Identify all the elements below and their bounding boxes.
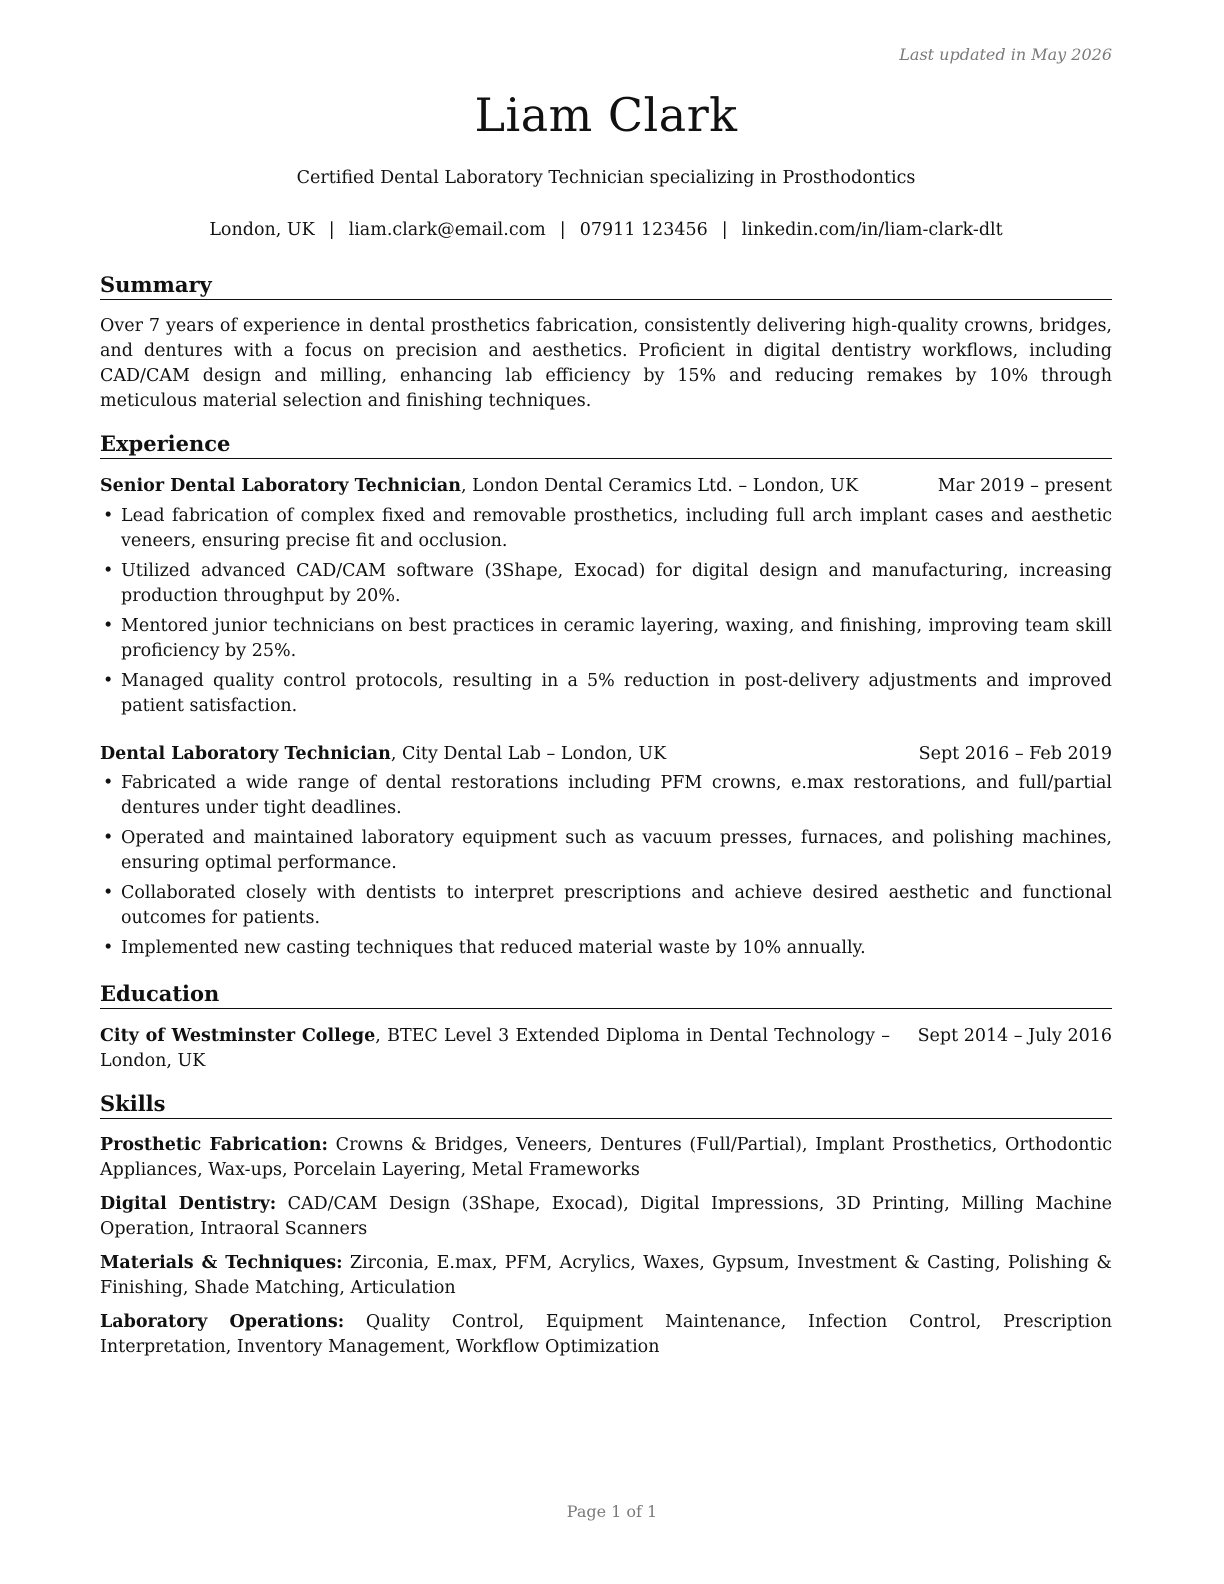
skill-row <box>100 1310 1112 1360</box>
contact-line <box>100 220 1112 240</box>
job-title: Dental Laboratory Technician <box>100 744 391 764</box>
section-title-summary: Summary <box>100 272 1112 300</box>
skill-row <box>100 1251 1112 1301</box>
job-bullets <box>100 771 1112 966</box>
last-updated-note: Last updated in May 2026 <box>899 45 1112 64</box>
list-item <box>100 771 1112 821</box>
contact-linkedin[interactable]: linkedin.com/in/liam-clark-dlt <box>741 220 1003 240</box>
job-dates: Mar 2019 – present <box>937 476 1112 496</box>
section-title-skills: Skills <box>100 1091 1112 1119</box>
candidate-name: Liam Clark <box>474 88 738 142</box>
skill-label: Prosthetic Fabrication: <box>100 1135 328 1155</box>
school-name: City of Westminster College <box>100 1026 376 1046</box>
skill-label: Materials & Techniques: <box>100 1253 343 1273</box>
list-item <box>100 826 1112 876</box>
education-entry <box>100 1024 1112 1074</box>
education-detail: , BTEC Level 3 Extended Diploma in Dental Technology – London, UK <box>100 1026 890 1071</box>
job-dates: Sept 2016 – Feb 2019 <box>918 744 1112 764</box>
skill-value: CAD/CAM Design (3Shape, Exocad), Digital Impressions, 3D Printing, Milling Machine Operation, Intraoral Scanners <box>100 1194 1112 1239</box>
list-item <box>100 936 1112 961</box>
skill-row <box>100 1133 1112 1183</box>
contact-separator: | <box>559 220 566 240</box>
bullet-text: Fabricated a wide range of dental restorations including PFM crowns, e.max restorations, and full/partial dentures under tight deadlines. <box>121 773 1112 818</box>
bullet-icon: • <box>103 561 114 581</box>
section-title-education: Education <box>100 981 1112 1009</box>
education-dates: Sept 2014 – July 2016 <box>917 1026 1112 1046</box>
bullet-icon: • <box>103 883 114 903</box>
bullet-text: Lead fabrication of complex fixed and removable prosthetics, including full arch implant cases and aesthetic veneers, ensuring precise fit and occlusion. <box>121 506 1112 551</box>
list-item <box>100 559 1112 609</box>
contact-separator: | <box>721 220 728 240</box>
contact-location: London, UK <box>209 220 315 240</box>
job-employer: , City Dental Lab – London, UK <box>390 744 667 764</box>
bullet-icon: • <box>103 828 114 848</box>
contact-phone[interactable]: 07911 123456 <box>579 220 708 240</box>
contact-email[interactable]: liam.clark@email.com <box>348 220 546 240</box>
list-item <box>100 614 1112 664</box>
job-header <box>100 474 1112 499</box>
bullet-icon: • <box>103 616 114 636</box>
education-text <box>100 1024 890 1074</box>
bullet-text: Operated and maintained laboratory equipment such as vacuum presses, furnaces, and polishing machines, ensuring optimal performance. <box>121 828 1112 873</box>
list-item <box>100 881 1112 931</box>
bullet-icon: • <box>103 671 114 691</box>
skill-row <box>100 1192 1112 1242</box>
contact-separator: | <box>328 220 335 240</box>
headline: Certified Dental Laboratory Technician specializing in Prosthodontics <box>296 168 916 188</box>
bullet-text: Implemented new casting techniques that reduced material waste by 10% annually. <box>121 938 866 958</box>
section-title-experience: Experience <box>100 431 1112 459</box>
list-item <box>100 504 1112 554</box>
bullet-icon: • <box>103 506 114 526</box>
skill-label: Laboratory Operations: <box>100 1312 345 1332</box>
skills-list <box>100 1133 1112 1369</box>
bullet-icon: • <box>103 938 114 958</box>
summary-text: Over 7 years of experience in dental prosthetics fabrication, consistently delivering high-quality crowns, bridges, and dentures with a focus on precision and aesthetics. Proficient in digital dentistry workflows, including CAD/CAM design and milling, enhancing lab efficiency by 15% and reducing remakes by 10% through meticulous material selection and finishing techniques. <box>100 316 1112 411</box>
job-bullets <box>100 504 1112 724</box>
skill-label: Digital Dentistry: <box>100 1194 277 1214</box>
skill-value: Crowns & Bridges, Veneers, Dentures (Full/Partial), Implant Prosthetics, Orthodontic Appliances, Wax-ups, Porcelain Layering, Metal Frameworks <box>100 1135 1112 1180</box>
page-number: Page 1 of 1 <box>566 1502 658 1521</box>
skill-value: Zirconia, E.max, PFM, Acrylics, Waxes, Gypsum, Investment & Casting, Polishing & Finishing, Shade Matching, Articulation <box>100 1253 1112 1298</box>
bullet-text: Collaborated closely with dentists to interpret prescriptions and achieve desired aesthetic and functional outcomes for patients. <box>121 883 1112 928</box>
job-employer: , London Dental Ceramics Ltd. – London, UK <box>460 476 859 496</box>
list-item <box>100 669 1112 719</box>
job-title: Senior Dental Laboratory Technician <box>100 476 461 496</box>
job-header <box>100 742 1112 767</box>
bullet-text: Utilized advanced CAD/CAM software (3Shape, Exocad) for digital design and manufacturing, increasing production throughput by 20%. <box>121 561 1112 606</box>
skill-value: Quality Control, Equipment Maintenance, Infection Control, Prescription Interpretation, Inventory Management, Workflow Optimization <box>100 1312 1113 1357</box>
bullet-text: Mentored junior technicians on best practices in ceramic layering, waxing, and finishing, improving team skill proficiency by 25%. <box>121 616 1112 661</box>
bullet-text: Managed quality control protocols, resulting in a 5% reduction in post-delivery adjustments and improved patient satisfaction. <box>121 671 1112 716</box>
bullet-icon: • <box>103 773 114 793</box>
